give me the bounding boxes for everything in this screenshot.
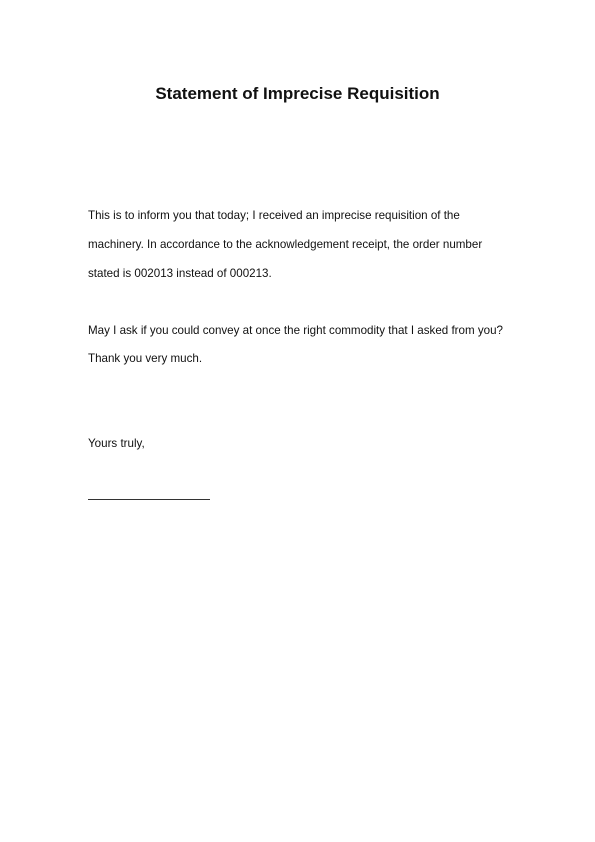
document-title: Statement of Imprecise Requisition [155, 84, 440, 103]
paragraph-2-line-2: Thank you very much. [88, 352, 203, 365]
paragraph-1-line-1: This is to inform you that today; I received an imprecise requisition of the [88, 209, 460, 222]
signature-line [88, 499, 210, 500]
paragraph-1-line-2: machinery. In accordance to the acknowledgement receipt, the order number [88, 238, 483, 251]
paragraph-1-line-3: stated is 002013 instead of 000213. [88, 267, 272, 280]
closing-salutation: Yours truly, [88, 437, 145, 450]
paragraph-2-line-1: May I ask if you could convey at once the right commodity that I asked from you? [88, 324, 503, 337]
